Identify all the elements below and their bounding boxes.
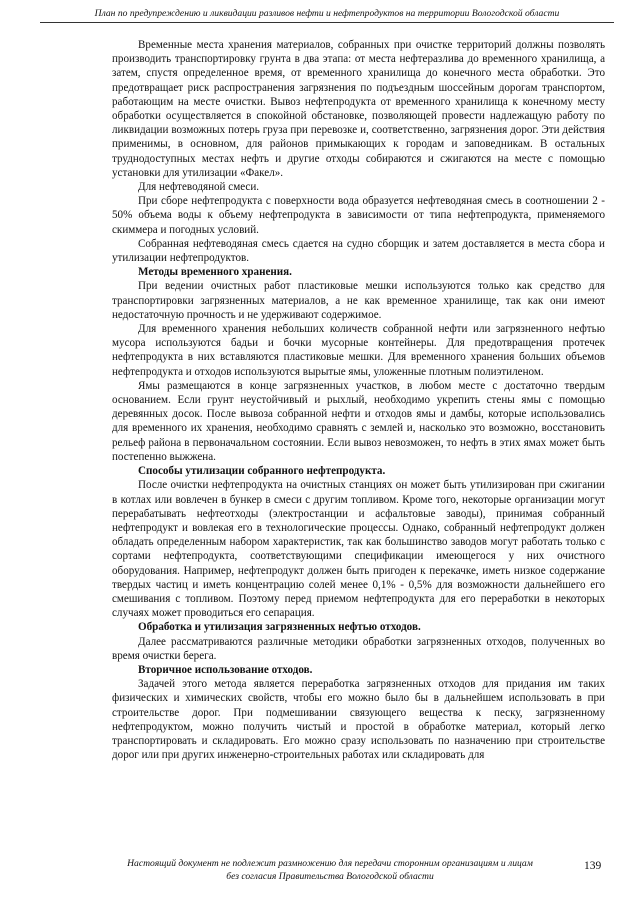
paragraph: При ведении очистных работ пластиковые мешки используются только как средство для транспортировки загрязненных материалов, а не как временное хранилище, так как они имеют недостаточную прочность и не удерживают содержимое. [112,280,605,321]
body-text [112,38,605,762]
paragraph: При сборе нефтепродукта с поверхности вода образуется нефтеводяная смесь в соотношении 2 - 50% объема воды к объему нефтепродукта в зависимости от типа нефтепродукта, применяемого скиммера и погодных условий. [112,195,605,236]
section-heading: Вторичное использование отходов. [138,663,313,676]
paragraph: Далее рассматриваются различные методики обработки загрязненных отходов, полученных во время очистки берега. [112,635,605,662]
page-number: 139 [584,860,602,872]
section-heading: Обработка и утилизация загрязненных нефтью отходов. [138,621,421,634]
running-header: План по предупреждению и ликвидации разливов нефти и нефтепродуктов на территории Вологодской области [94,8,560,19]
footer-line: без согласия Правительства Вологодской области [226,871,434,882]
section-heading: Методы временного хранения. [138,266,292,279]
paragraph: Для нефтеводяной смеси. [138,181,260,194]
page-footer [100,857,560,883]
paragraph: Временные места хранения материалов, собранных при очистке территорий должны позволять производить транспортировку грунта в два этапа: от места нефтеразлива до временного хранилища, а затем, спустя определенное время, от временного хранилища до конечного места обработки. Это предотвращает риск распространения загрязнения по подъездным шоссейным дорогам транспортом, работающим на месте очистки. Вывоз нефтепродукта от временного хранилища к конечному месту обработки осуществляется в спокойной обстановке, позволяющей провести надлежащую работу по ликвидации возможных потерь груза при перевозке и, соответственно, загрязнения дорог. Эти действия применимы, в основном, для районов примыкающих к городам и заповедникам. В остальных труднодоступных местах нефть и другие отходы собираются и сжигаются на месте с помощью установки для утилизации «Факел». [112,39,605,179]
paragraph: Собранная нефтеводяная смесь сдается на судно сборщик и затем доставляется в места сбора и утилизации нефтепродуктов. [112,237,605,265]
paragraph: После очистки нефтепродукта на очистных станциях он может быть утилизирован при сжигании в котлах или вовлечен в бункер в смеси с другим топливом. Кроме того, некоторые организации могут перерабатывать нефтеотходы (электростанции и асфальтовые заводы), принимая собранный нефтепродукт и вовлекая его в технологические процессы. Однако, собранный нефтепродукт должен обладать определенным набором характеристик, так как большинство заводов могут работать только с сортами нефтепродукта, соответствующими спецификации имеющегося у них очистного оборудования. Например, нефтепродукт должен быть пригоден к перекачке, иметь низкое содержание твердых частиц и иметь концентрацию солей менее 0,1% - 0,5% для возможности дальнейшего его смешивания с топливом. Поэтому перед приемом нефтепродукта для его переработки в некоторых случаях может проводиться его сепарация. [112,479,605,620]
section-heading: Способы утилизации собранного нефтепродукта. [138,465,386,478]
paragraph: Для временного хранения небольших количеств собранной нефти или загрязненного нефтью мусора используются бадьи и бочки мусорные контейнеры. Для предотвращения протечек нефтепродукта в них вставляются пластиковые мешки. Для временного хранения больших объемов нефтепродукта и отходов используются вырытые ямы, уложенные плотным полиэтиленом. [112,323,605,378]
paragraph: Задачей этого метода является переработка загрязненных отходов для придания им таких физических и химических свойств, чтобы его можно было бы в дальнейшем использовать в при строительстве дорог. При подмешивании связующего вещества к песку, загрязненному нефтепродуктом, можно получить чистый и простой в обработке материал, который легко транспортировать и складировать. Его можно сразу использовать по назначению при строительстве дорог или при других инженерно-строительных работах или складировать для [112,678,605,762]
footer-line: Настоящий документ не подлежит размножению для передачи сторонним организациям и лицам [127,858,533,869]
header-divider [40,22,614,23]
paragraph: Ямы размещаются в конце загрязненных участков, в любом месте с достаточно твердым основанием. Если грунт неустойчивый и рыхлый, необходимо укрепить стены ямы с помощью деревянных досок. После вывоза собранной нефти и отходов ямы и дамбы, которые использовались для временного их хранения, необходимо сравнять с землей и, насколько это возможно, восстановить рельеф района в первоначальном состоянии. Если вывоз невозможен, то нефть в этих ямах может быть постепенно выжжена. [112,379,605,463]
